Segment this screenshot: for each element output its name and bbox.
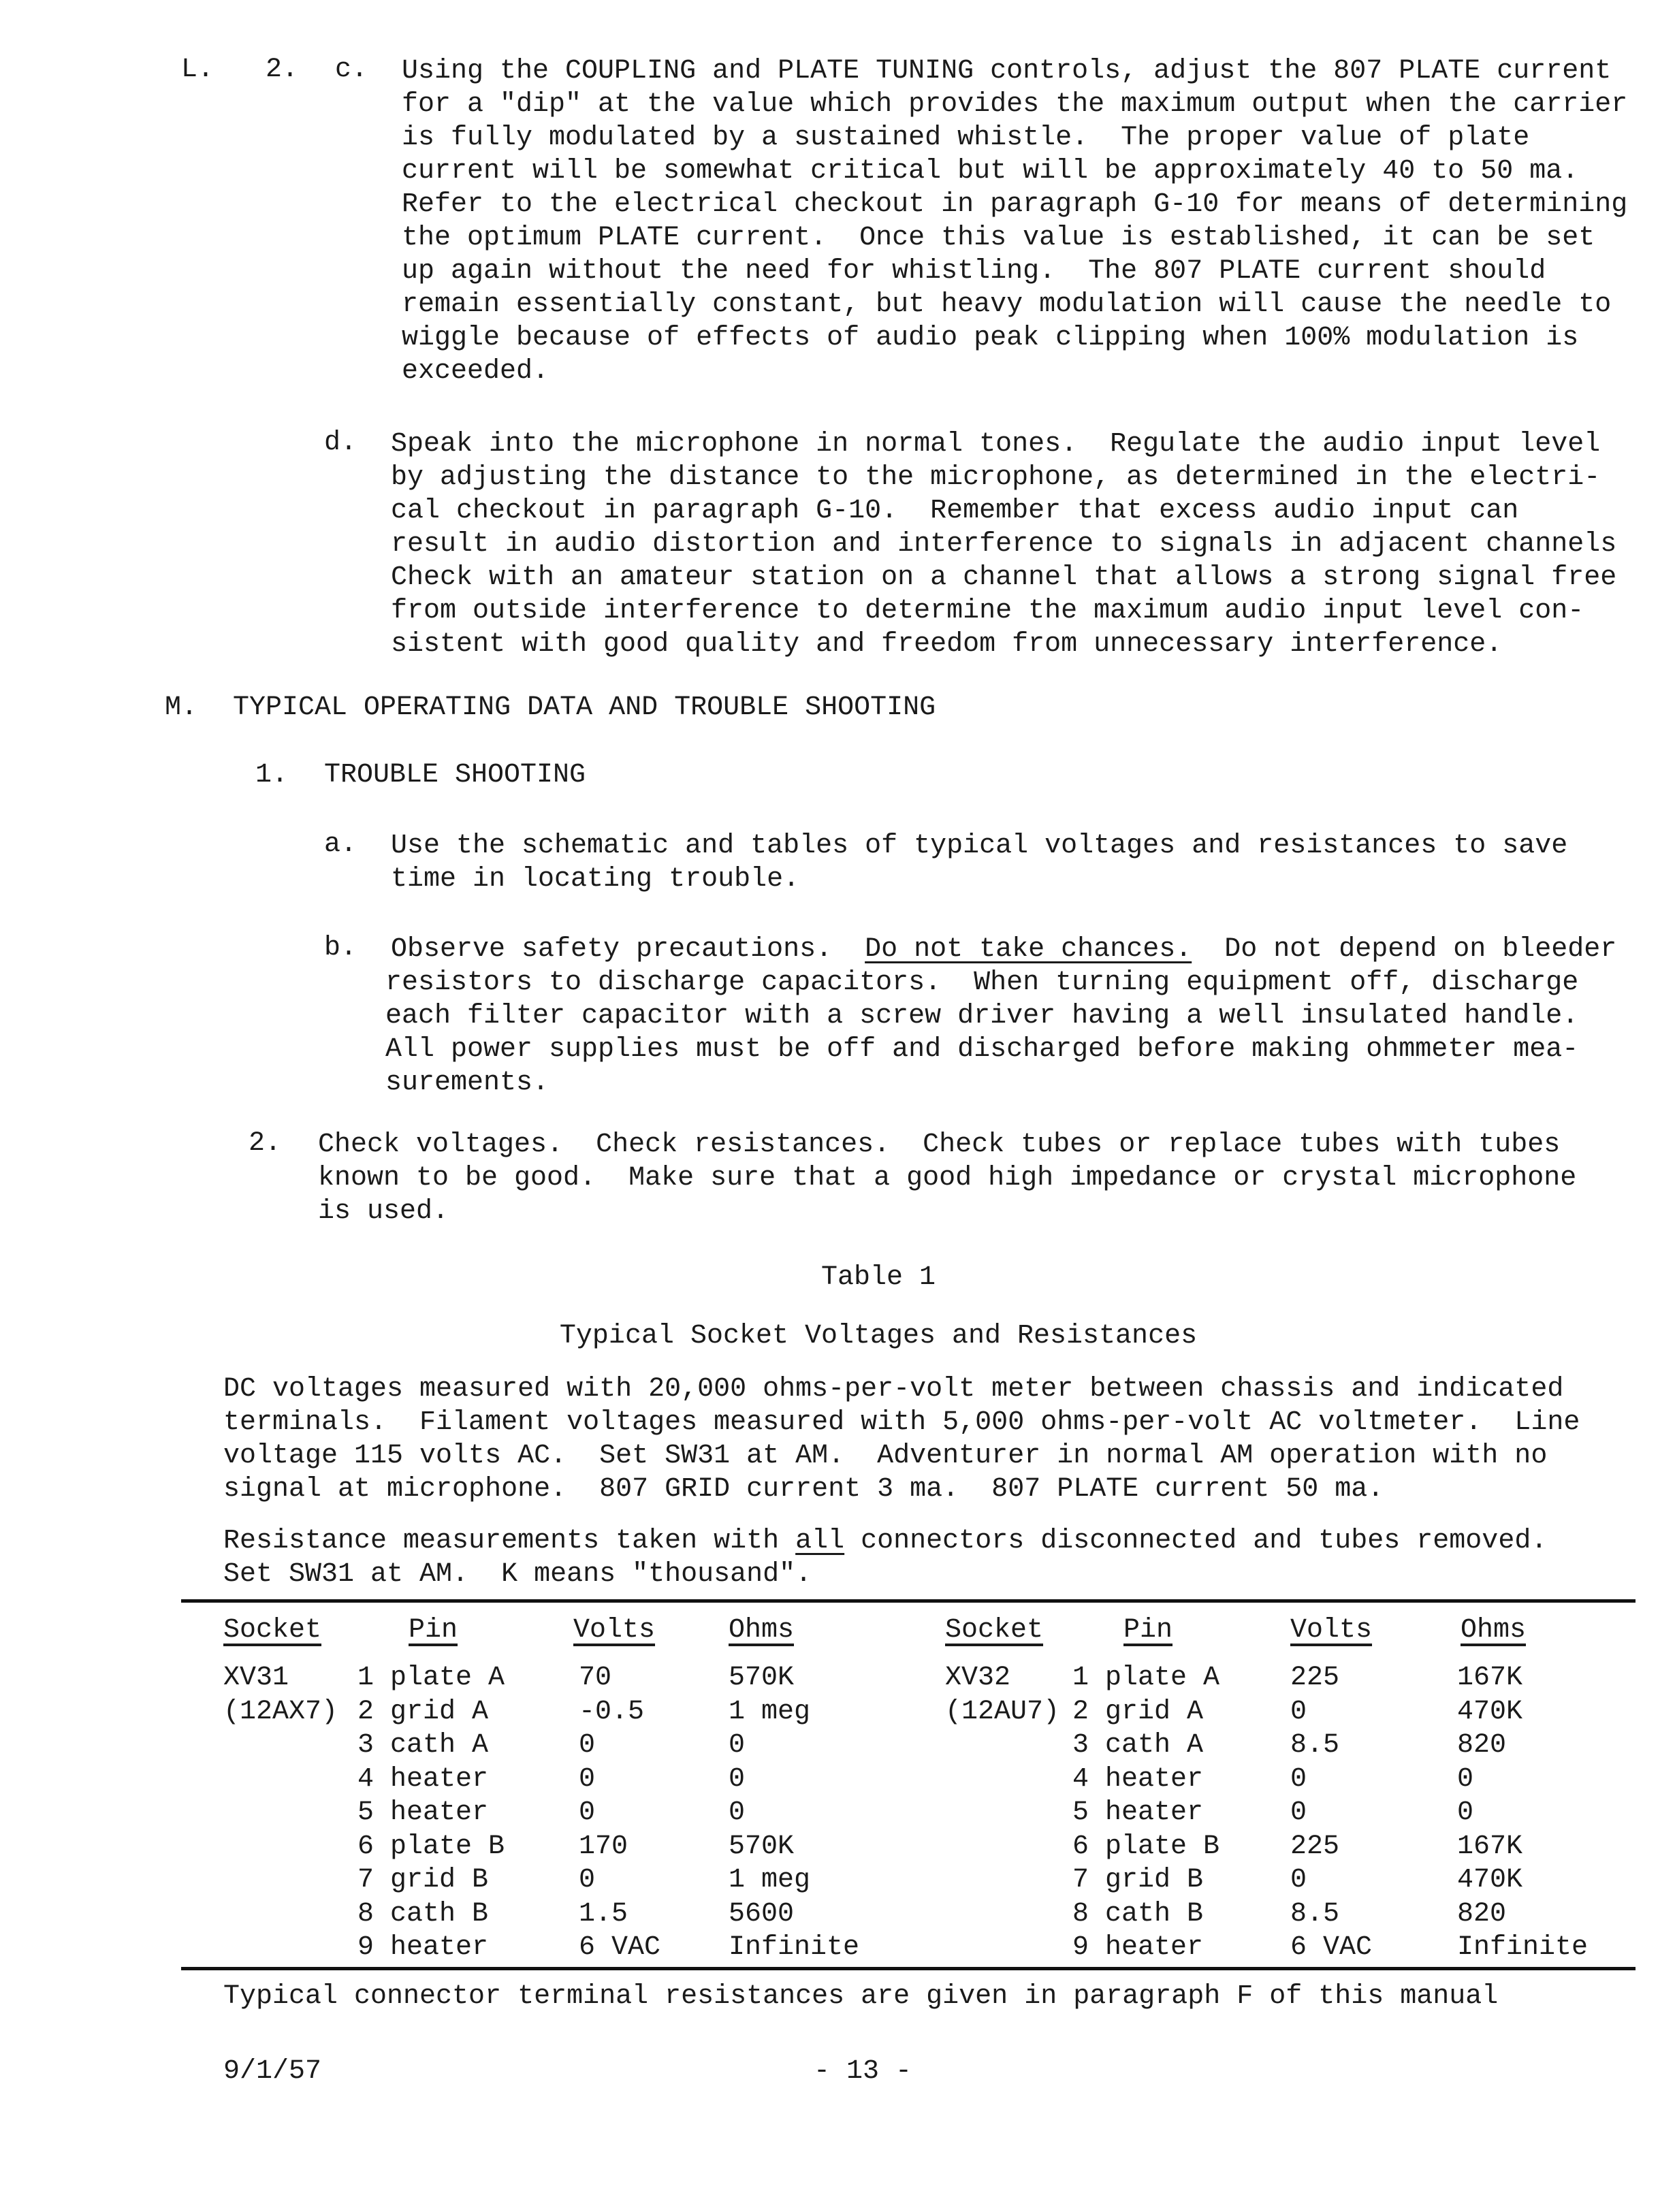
- text-line: the optimum PLATE current. Once this value is established, it can be set: [402, 223, 1595, 253]
- text-line: 225: [1290, 1831, 1340, 1862]
- text-line: 7 grid B: [357, 1865, 489, 1895]
- text-line: 570K: [729, 1663, 795, 1693]
- text-line: 470K: [1457, 1696, 1523, 1727]
- text-line: surements.: [385, 1068, 549, 1098]
- table-note-sw31: Set SW31 at AM. K means "thousand".: [223, 1559, 812, 1590]
- text-line: is fully modulated by a sustained whistle. The proper value of plate: [402, 123, 1530, 153]
- text-line: 7 grid B: [1072, 1865, 1204, 1895]
- text-line: 0: [1290, 1865, 1307, 1895]
- text-line: current will be somewhat critical but will be approximately 40 to 50 ma.: [402, 156, 1579, 187]
- subitem-label-a: a.: [324, 829, 357, 860]
- item-number-1: 1.: [255, 760, 289, 790]
- text-line: DC voltages measured with 20,000 ohms-per-volt meter between chassis and indicated: [223, 1374, 1564, 1405]
- text-line: XV32: [945, 1663, 1011, 1693]
- text-line: 70: [579, 1663, 612, 1693]
- header-ohms: Ohms: [1461, 1615, 1527, 1646]
- text-line: 8 cath B: [357, 1898, 489, 1929]
- text: Observe safety precautions.: [391, 934, 865, 965]
- text-line: 1 plate A: [1072, 1663, 1220, 1693]
- paragraph-b-first-line: [391, 933, 1616, 966]
- text-line: 820: [1457, 1730, 1507, 1761]
- text-line: 4 heater: [357, 1763, 489, 1795]
- text-line: 570K: [729, 1831, 795, 1862]
- text-line: -0.5: [579, 1696, 645, 1727]
- header-pin: Pin: [409, 1615, 458, 1646]
- text-line: 8.5: [1290, 1730, 1340, 1761]
- text-line: 1 meg: [729, 1696, 811, 1727]
- table-note-resistance: [223, 1524, 1547, 1558]
- text-line: for a "dip" at the value which provides the maximum output when the carrier: [402, 89, 1628, 120]
- text-line: 9 heater: [1072, 1932, 1204, 1963]
- text-line: each filter capacitor with a screw driver having a well insulated handle.: [385, 1001, 1579, 1031]
- text-line: wiggle because of effects of audio peak clipping when 100% modulation is: [402, 323, 1579, 353]
- text-line: 0: [1457, 1797, 1474, 1828]
- text-line: Refer to the electrical checkout in paragraph G-10 for means of determining: [402, 189, 1628, 220]
- item-number-2: 2.: [249, 1128, 282, 1159]
- text-line: Using the COUPLING and PLATE TUNING controls, adjust the 807 PLATE current: [402, 56, 1612, 86]
- text-line: from outside interference to determine the maximum audio input level con-: [391, 596, 1584, 626]
- underlined-all: all: [795, 1526, 845, 1556]
- text-line: known to be good. Make sure that a good high impedance or crystal microphone: [318, 1163, 1577, 1193]
- text-line: 1 meg: [729, 1865, 811, 1895]
- text-line: 0: [579, 1763, 596, 1795]
- subitem-label-b: b.: [324, 933, 357, 963]
- header-socket: Socket: [223, 1615, 322, 1646]
- text-line: 1 plate A: [357, 1663, 505, 1693]
- text-line: 5 heater: [357, 1797, 489, 1828]
- left-socket-column: [223, 1661, 338, 1729]
- text-line: sistent with good quality and freedom from unnecessary interference.: [391, 629, 1503, 660]
- section-title: TYPICAL OPERATING DATA AND TROUBLE SHOOTING: [233, 692, 936, 723]
- right-pin-column: [1072, 1661, 1219, 1965]
- header-volts: Volts: [573, 1615, 656, 1646]
- text-line: 0: [729, 1797, 746, 1828]
- subitem-label-c: c.: [335, 54, 368, 85]
- left-volts-column: [579, 1661, 660, 1965]
- section-letter-L: L.: [181, 54, 214, 85]
- text-line: remain essentially constant, but heavy modulation will cause the needle to: [402, 289, 1612, 320]
- paragraph-c: [402, 54, 1627, 388]
- text-line: Speak into the microphone in normal tones. Regulate the audio input level: [391, 429, 1601, 460]
- text-line: time in locating trouble.: [391, 864, 800, 895]
- section-letter-M: M.: [165, 692, 198, 723]
- paragraph-b: [385, 966, 1578, 1100]
- text-line: 5 heater: [1072, 1797, 1204, 1828]
- text-line: XV31: [223, 1663, 289, 1693]
- text-line: 167K: [1457, 1831, 1523, 1862]
- text-line: 3 cath A: [357, 1730, 489, 1761]
- text-line: 0: [1290, 1797, 1307, 1828]
- text-line: voltage 115 volts AC. Set SW31 at AM. Adventurer in normal AM operation with no: [223, 1441, 1548, 1471]
- text-line: 0: [579, 1865, 596, 1895]
- text-line: by adjusting the distance to the microphone, as determined in the electri-: [391, 462, 1601, 493]
- item-title: TROUBLE SHOOTING: [324, 760, 586, 790]
- text-line: result in audio distortion and interference to signals in adjacent channels: [391, 529, 1617, 560]
- left-ohms-column: [729, 1661, 859, 1965]
- text-line: Check with an amateur station on a channel that allows a strong signal free: [391, 562, 1617, 593]
- text-line: resistors to discharge capacitors. When turning equipment off, discharge: [385, 967, 1579, 998]
- right-ohms-column: [1457, 1661, 1588, 1965]
- text-line: 0: [1457, 1763, 1474, 1795]
- paragraph-d: [391, 428, 1616, 661]
- paragraph-2: [318, 1128, 1576, 1228]
- text-line: Infinite: [1457, 1932, 1589, 1963]
- page-number: - 13 -: [814, 2056, 912, 2087]
- text-line: 6 VAC: [1290, 1932, 1373, 1963]
- page-date: 9/1/57: [223, 2056, 322, 2087]
- text-line: Use the schematic and tables of typical voltages and resistances to save: [391, 831, 1568, 861]
- text-line: 5600: [729, 1898, 795, 1929]
- right-volts-column: [1290, 1661, 1372, 1965]
- header-socket: Socket: [945, 1615, 1044, 1646]
- text-line: signal at microphone. 807 GRID current 3 ma. 807 PLATE current 50 ma.: [223, 1474, 1384, 1505]
- text-line: up again without the need for whistling. The 807 PLATE current should: [402, 256, 1546, 287]
- header-pin: Pin: [1123, 1615, 1173, 1646]
- paragraph-a: [391, 829, 1567, 896]
- table-subtitle: Typical Socket Voltages and Resistances: [559, 1321, 1198, 1351]
- table-note-dc: [223, 1373, 1580, 1506]
- text: Do not depend on bleeder: [1192, 934, 1617, 965]
- text-line: 170: [579, 1831, 628, 1862]
- text-line: 8 cath B: [1072, 1898, 1204, 1929]
- text-line: 6 plate B: [1072, 1831, 1220, 1862]
- text-line: 3 cath A: [1072, 1730, 1204, 1761]
- text-line: 4 heater: [1072, 1763, 1204, 1795]
- table-top-rule: [181, 1599, 1636, 1603]
- table-bottom-rule: [181, 1967, 1636, 1970]
- table-footer-note: Typical connector terminal resistances are given in paragraph F of this manual: [223, 1981, 1499, 2012]
- header-ohms: Ohms: [729, 1615, 795, 1646]
- text-line: 1.5: [579, 1898, 628, 1929]
- text-line: cal checkout in paragraph G-10. Remember that excess audio input can: [391, 496, 1519, 526]
- item-number: 2.: [266, 54, 299, 85]
- text-line: 0: [1290, 1696, 1307, 1727]
- text-line: terminals. Filament voltages measured with 5,000 ohms-per-volt AC voltmeter. Line: [223, 1407, 1580, 1438]
- text-line: exceeded.: [402, 356, 549, 387]
- header-volts: Volts: [1290, 1615, 1373, 1646]
- text-line: 0: [579, 1797, 596, 1828]
- text: connectors disconnected and tubes removed.: [844, 1526, 1548, 1556]
- text-line: 0: [729, 1730, 746, 1761]
- text-line: 6 plate B: [357, 1831, 505, 1862]
- text-line: (12AU7): [945, 1696, 1060, 1727]
- left-pin-column: [357, 1661, 505, 1965]
- text-line: 6 VAC: [579, 1932, 661, 1963]
- text-line: (12AX7): [223, 1696, 338, 1727]
- subitem-label-d: d.: [324, 428, 357, 458]
- text-line: 2 grid A: [1072, 1696, 1204, 1727]
- right-socket-column: [945, 1661, 1059, 1729]
- text-line: 0: [729, 1763, 746, 1795]
- text-line: Check voltages. Check resistances. Check tubes or replace tubes with tubes: [318, 1129, 1561, 1160]
- text-line: is used.: [318, 1196, 449, 1227]
- text-line: 225: [1290, 1663, 1340, 1693]
- text-line: 9 heater: [357, 1932, 489, 1963]
- text-line: 470K: [1457, 1865, 1523, 1895]
- text-line: 167K: [1457, 1663, 1523, 1693]
- text-line: 8.5: [1290, 1898, 1340, 1929]
- underlined-warning: Do not take chances.: [865, 934, 1192, 965]
- text-line: Infinite: [729, 1932, 860, 1963]
- table-caption: Table 1: [820, 1262, 936, 1293]
- text-line: 0: [1290, 1763, 1307, 1795]
- text: Resistance measurements taken with: [223, 1526, 796, 1556]
- text-line: 2 grid A: [357, 1696, 489, 1727]
- text-line: 0: [579, 1730, 596, 1761]
- text-line: All power supplies must be off and discharged before making ohmmeter mea-: [385, 1034, 1579, 1065]
- text-line: 820: [1457, 1898, 1507, 1929]
